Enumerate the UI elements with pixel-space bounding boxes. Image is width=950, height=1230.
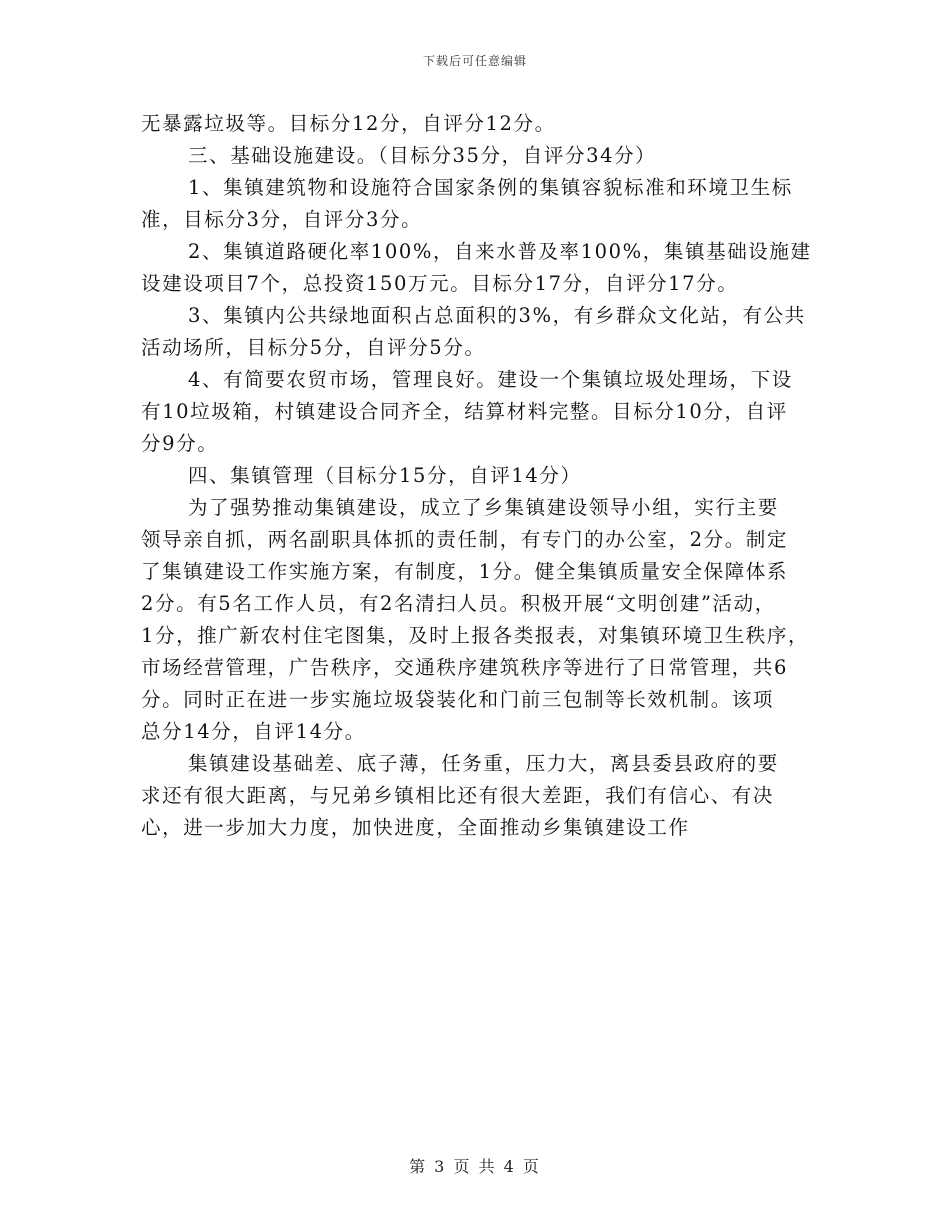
section-heading: 四、集镇管理（目标分15分，自评14分） xyxy=(188,464,582,487)
paragraph-line: 分9分。 xyxy=(141,432,219,455)
paragraph-line: 2分。有5名工作人员，有2名清扫人员。积极开展“文明创建”活动， xyxy=(141,592,776,615)
paragraph-line: 有10垃圾箱，村镇建设合同齐全，结算材料完整。目标分10分，自评 xyxy=(141,400,788,423)
paragraph-line: 领导亲自抓，两名副职具体抓的责任制，有专门的办公室，2分。制定 xyxy=(141,528,789,551)
paragraph-line: 了集镇建设工作实施方案，有制度，1分。健全集镇质量安全保障体系 xyxy=(141,560,789,583)
paragraph-line: 为了强势推动集镇建设，成立了乡集镇建设领导小组，实行主要 xyxy=(188,496,779,519)
paragraph-line: 分。同时正在进一步实施垃圾袋装化和门前三包制等长效机制。该项 xyxy=(141,688,775,711)
paragraph-line: 1分，推广新农村住宅图集，及时上报各类报表，对集镇环境卫生秩序， xyxy=(141,624,810,647)
paragraph-line: 无暴露垃圾等。目标分12分，自评分12分。 xyxy=(141,112,556,135)
paragraph-line: 4、有简要农贸市场，管理良好。建设一个集镇垃圾处理场，下设 xyxy=(188,368,793,391)
paragraph-line: 求还有很大距离，与兄弟乡镇相比还有很大差距，我们有信心、有决 xyxy=(141,784,775,807)
paragraph-line: 准，目标分3分，自评分3分。 xyxy=(141,208,423,231)
paragraph-line: 活动场所，目标分5分，自评分5分。 xyxy=(141,336,486,359)
paragraph-line: 总分14分，自评14分。 xyxy=(141,720,366,743)
document-body xyxy=(141,108,821,844)
paragraph-line: 1、集镇建筑物和设施符合国家条例的集镇容貌标准和环境卫生标 xyxy=(188,176,793,199)
download-note: 下载后可任意编辑 xyxy=(422,54,527,68)
page-number: 第 3 页 共 4 页 xyxy=(409,1157,541,1176)
paragraph-line: 设建设项目7个，总投资150万元。目标分17分，自评分17分。 xyxy=(141,272,739,295)
paragraph-line: 2、集镇道路硬化率100%，自来水普及率100%，集镇基础设施建 xyxy=(188,240,812,263)
paragraph-line: 集镇建设基础差、底子薄，任务重，压力大，离县委县政府的要 xyxy=(188,752,779,775)
section-heading: 三、基础设施建设。（目标分35分，自评分34分） xyxy=(188,144,657,167)
paragraph-line: 3、集镇内公共绿地面积占总面积的3%，有乡群众文化站，有公共 xyxy=(188,304,806,327)
paragraph-line: 市场经营管理，广告秩序，交通秩序建筑秩序等进行了日常管理，共6 xyxy=(141,656,789,679)
paragraph-line: 心，进一步加大力度，加快进度，全面推动乡集镇建设工作 xyxy=(141,816,690,839)
